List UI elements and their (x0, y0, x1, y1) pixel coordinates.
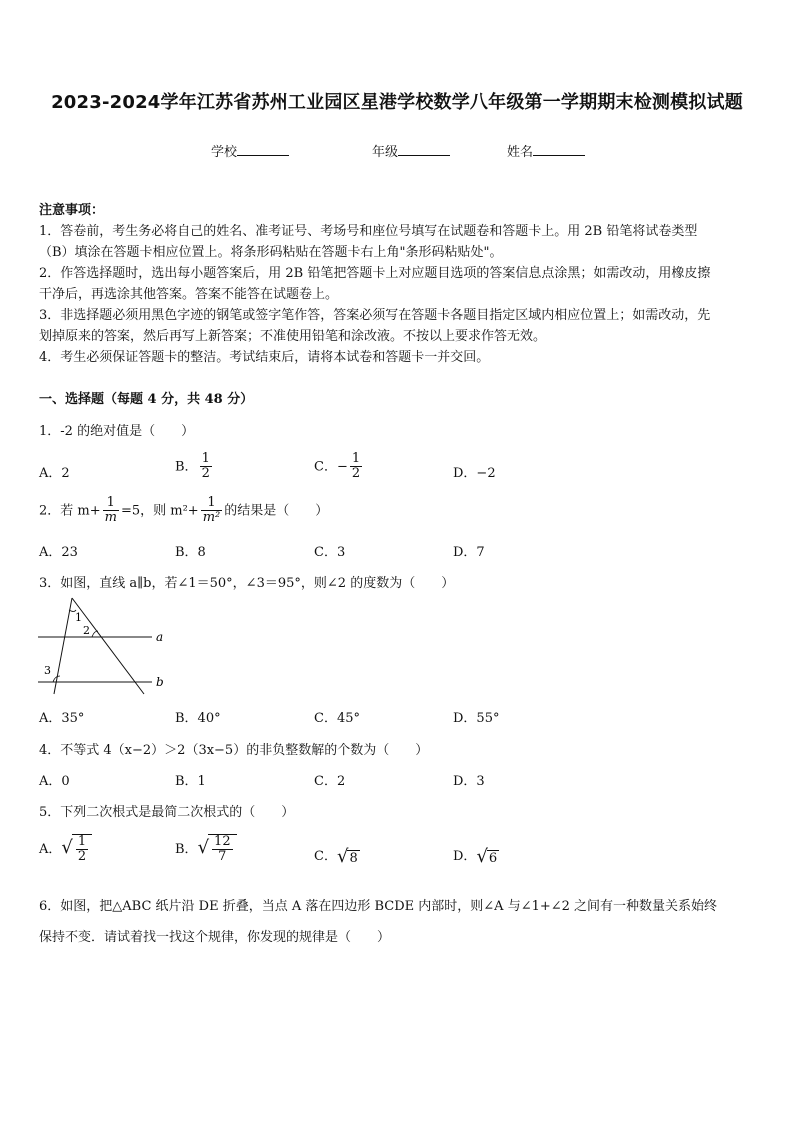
radical-sign-icon: √ (336, 846, 349, 867)
q5-option-a[interactable] (39, 834, 92, 865)
q1-option-d[interactable]: D．−2 (453, 466, 496, 481)
angle-3-label: 3 (44, 664, 51, 677)
radicand: 8 (349, 851, 358, 866)
radicand (208, 834, 237, 865)
option-label: C． (314, 459, 337, 475)
q2-text: =5，则 m²+ (120, 503, 199, 519)
radical-sign-icon: √ (476, 846, 488, 867)
option-label: B． (175, 459, 198, 475)
radical-sign-icon: √ (61, 837, 73, 859)
section-heading: 一、选择题（每题 4 分，共 48 分） (39, 392, 254, 407)
square-root (337, 846, 360, 867)
name-blank[interactable] (533, 143, 585, 156)
q3-option-b[interactable]: B．40° (175, 711, 221, 726)
transversal-left (54, 598, 72, 694)
line-b-label: b (156, 675, 164, 689)
numerator: 1 (77, 834, 87, 849)
denominator: m² (202, 510, 221, 526)
numerator: 1 (351, 451, 361, 466)
denominator: 2 (201, 466, 210, 482)
q3-option-d[interactable]: D．55° (453, 711, 500, 726)
grade-field[interactable] (372, 141, 450, 160)
transversal-right (72, 598, 144, 694)
name-label: 姓名 (507, 145, 534, 160)
question-6-line-2: 保持不变．请试着找一找这个规律，你发现的规律是（ ） (39, 930, 391, 945)
q5-option-d[interactable] (453, 845, 499, 867)
q1-option-c[interactable] (314, 452, 364, 482)
denominator: 2 (77, 849, 87, 865)
q1-option-a[interactable]: A．2 (39, 466, 70, 481)
radicand (72, 834, 92, 865)
q2-option-c[interactable]: C．3 (314, 545, 346, 560)
question-3-stem: 3．如图，直线 a∥b，若∠1＝50°，∠3＝95°，则∠2 的度数为（ ） (39, 576, 455, 591)
question-5-stem: 5．下列二次根式是最简二次根式的（ ） (39, 805, 295, 820)
fraction (350, 452, 362, 482)
q4-option-a[interactable]: A．0 (39, 774, 70, 789)
notice-line: 划掉原来的答案，然后再写上新答案；不准使用铅笔和涂改液。不按以上要求作答无效。 (39, 329, 547, 344)
notice-line: 干净后，再选涂其他答案。答案不能答在试题卷上。 (39, 287, 339, 302)
minus-sign: − (336, 459, 348, 475)
notice-line: 2．作答选择题时，选出每小题答案后，用 2B 铅笔把答题卡上对应题目选项的答案信息点涂黑；如需改动，用橡皮擦 (39, 266, 711, 281)
fraction (201, 496, 223, 526)
school-blank[interactable] (237, 143, 289, 156)
notice-line: 4．考生必须保证答题卡的整洁。考试结束后，请将本试卷和答题卡一并交回。 (39, 350, 490, 365)
option-label: C． (314, 849, 337, 864)
fraction (103, 496, 119, 526)
numerator: 1 (103, 496, 119, 511)
q2-option-d[interactable]: D．7 (453, 545, 485, 560)
notice-heading: 注意事项： (39, 203, 105, 218)
parallel-lines-figure (36, 596, 176, 696)
q5-option-b[interactable] (175, 834, 237, 865)
page-title: 2023-2024学年江苏省苏州工业园区星港学校数学八年级第一学期期末检测模拟试题 (51, 92, 743, 113)
denominator: m (104, 510, 117, 526)
square-root (61, 834, 92, 865)
numerator: 1 (201, 496, 223, 511)
q4-option-d[interactable]: D．3 (453, 774, 485, 789)
angle-2-label: 2 (83, 624, 90, 637)
q4-option-b[interactable]: B．1 (175, 774, 206, 789)
notice-line: （B）填涂在答题卡相应位置上。将条形码粘贴在答题卡右上角"条形码粘贴处"。 (39, 245, 503, 260)
fraction (212, 835, 233, 865)
numerator: 12 (214, 834, 231, 849)
notice-line: 1．答卷前，考生务必将自己的姓名、准考证号、考场号和座位号填写在试题卷和答题卡上。用 2B 铅笔将试卷类型 (39, 224, 698, 239)
school-field[interactable] (211, 141, 289, 160)
q1-option-b[interactable] (175, 452, 214, 482)
denominator: 7 (218, 849, 227, 865)
option-label: B． (175, 841, 198, 857)
name-field[interactable] (507, 141, 585, 160)
q2-text: 2．若 m+ (39, 503, 101, 519)
option-label: D． (453, 849, 477, 864)
notice-line: 3．非选择题必须用黑色字迹的钢笔或签字笔作答，答案必须写在答题卡各题目指定区域内相应位置上；如需改动，先 (39, 308, 711, 323)
question-4-stem: 4．不等式 4（x−2）＞2（3x−5）的非负整数解的个数为（ ） (39, 743, 429, 758)
q3-option-a[interactable]: A．35° (39, 711, 85, 726)
question-1-stem: 1．-2 的绝对值是（ ） (39, 424, 195, 439)
notice-block (39, 200, 759, 368)
question-6-line-1: 6．如图，把△ABC 纸片沿 DE 折叠，当点 A 落在四边形 BCDE 内部时，则∠A 与∠1+∠2 之间有一种数量关系始终 (39, 899, 718, 914)
school-label: 学校 (211, 145, 238, 160)
radical-sign-icon: √ (197, 837, 210, 859)
q4-option-c[interactable]: C．2 (314, 774, 346, 789)
angle-1-label: 1 (75, 611, 82, 624)
fraction (76, 835, 88, 865)
q2-text: 的结果是（ ） (224, 503, 329, 519)
square-root (198, 834, 237, 865)
grade-label: 年级 (372, 145, 399, 160)
grade-blank[interactable] (398, 143, 450, 156)
q2-option-b[interactable]: B．8 (175, 545, 206, 560)
q5-option-c[interactable] (314, 845, 360, 867)
denominator: 2 (351, 466, 361, 482)
question-2-stem (39, 496, 328, 526)
square-root (476, 846, 499, 867)
radicand: 6 (488, 851, 498, 866)
numerator: 1 (201, 451, 210, 466)
line-a-label: a (156, 630, 164, 644)
option-label: A． (39, 841, 62, 857)
fraction (200, 452, 212, 482)
q2-option-a[interactable]: A．23 (39, 545, 78, 560)
q3-option-c[interactable]: C．45° (314, 711, 360, 726)
